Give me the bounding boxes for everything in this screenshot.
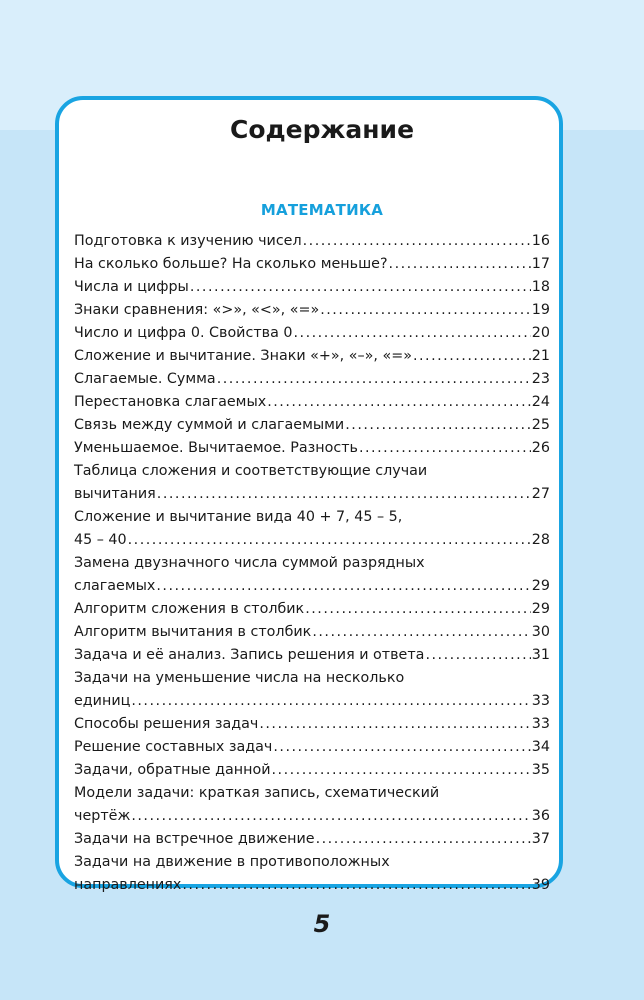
toc-entry-line <box>74 345 550 368</box>
toc-entry-line <box>74 253 550 276</box>
toc-entry-line <box>74 759 550 782</box>
page-title: Содержание <box>229 115 415 144</box>
toc-entry-line <box>74 874 550 897</box>
toc-entry-text: 45 – 40 <box>74 532 127 548</box>
toc-entry-text: Слагаемые. Сумма <box>74 371 216 387</box>
toc-entry-line <box>74 575 550 598</box>
toc-entry[interactable] <box>74 437 550 460</box>
toc-entry-line <box>74 506 550 529</box>
toc-entry[interactable] <box>74 230 550 253</box>
toc-entry-text: слагаемых <box>74 578 156 594</box>
toc-entry-page: 33 <box>531 716 550 732</box>
toc-entry-line <box>74 276 550 299</box>
toc-entry-line <box>74 621 550 644</box>
toc-entry-line <box>74 391 550 414</box>
toc-entry-page: 17 <box>531 256 550 272</box>
toc-entry-text: Перестановка слагаемых <box>74 394 267 410</box>
dot-leader <box>305 598 531 621</box>
toc-entry-line <box>74 805 550 828</box>
toc-entry-page: 37 <box>531 831 550 847</box>
toc-entry-page: 28 <box>531 532 550 548</box>
dot-leader <box>312 621 530 644</box>
toc-entry-text: Модели задачи: краткая запись, схематический <box>74 785 440 801</box>
toc-entry[interactable] <box>74 460 550 506</box>
toc-entry-text: Задача и её анализ. Запись решения и ответа <box>74 647 425 663</box>
toc-entry-line <box>74 230 550 253</box>
toc-entry-line <box>74 529 550 552</box>
toc-entry-page: 35 <box>531 762 550 778</box>
toc-entry-page: 25 <box>531 417 550 433</box>
toc-entry-page: 27 <box>531 486 550 502</box>
toc-entry[interactable] <box>74 253 550 276</box>
toc-entry-text: Сложение и вычитание вида 40 + 7, 45 – 5, <box>74 509 403 525</box>
toc-entry-text: единиц <box>74 693 131 709</box>
toc-entry-text: Подготовка к изучению чисел <box>74 233 302 249</box>
dot-leader <box>190 276 531 299</box>
dot-leader <box>131 805 530 828</box>
toc-entry-page: 31 <box>531 647 550 663</box>
toc-entry-text: Решение составных задач <box>74 739 273 755</box>
toc-entry-line <box>74 460 550 483</box>
toc-entry-line <box>74 322 550 345</box>
toc-entry-line <box>74 437 550 460</box>
toc-entry-line <box>74 598 550 621</box>
toc-entry-text: чертёж <box>74 808 131 824</box>
toc-entry-text: Таблица сложения и соответствующие случаи <box>74 463 428 479</box>
toc-entry-text: Число и цифра 0. Свойства 0 <box>74 325 293 341</box>
toc-entry-line <box>74 736 550 759</box>
toc-entry-line <box>74 851 550 874</box>
dot-leader <box>128 529 531 552</box>
toc-entry-text: Сложение и вычитание. Знаки «+», «–», «=» <box>74 348 412 364</box>
toc-entry[interactable] <box>74 506 550 552</box>
section-heading: МАТЕМАТИКА <box>260 201 384 219</box>
toc-entry[interactable] <box>74 598 550 621</box>
toc-entry[interactable] <box>74 322 550 345</box>
dot-leader <box>156 575 530 598</box>
dot-leader <box>182 874 530 897</box>
toc-entry[interactable] <box>74 782 550 828</box>
toc-entry-page: 29 <box>531 578 550 594</box>
toc-entry-page: 21 <box>531 348 550 364</box>
toc-entry-line <box>74 782 550 805</box>
toc-entry-text: направлениях <box>74 877 182 893</box>
toc-entry[interactable] <box>74 713 550 736</box>
dot-leader <box>273 736 530 759</box>
dot-leader <box>157 483 531 506</box>
toc-entry[interactable] <box>74 391 550 414</box>
toc-entry[interactable] <box>74 736 550 759</box>
toc-entry-line <box>74 713 550 736</box>
toc-entry-line <box>74 483 550 506</box>
dot-leader <box>413 345 531 368</box>
toc-entry[interactable] <box>74 644 550 667</box>
toc-entry-line <box>74 368 550 391</box>
toc-entry-text: Замена двузначного числа суммой разрядных <box>74 555 425 571</box>
table-of-contents <box>74 230 550 897</box>
page-number: 5 <box>313 910 331 938</box>
toc-entry[interactable] <box>74 276 550 299</box>
toc-entry-text: Задачи на уменьшение числа на несколько <box>74 670 405 686</box>
toc-entry[interactable] <box>74 299 550 322</box>
toc-entry[interactable] <box>74 759 550 782</box>
toc-entry-page: 34 <box>531 739 550 755</box>
toc-entry-line <box>74 828 550 851</box>
toc-entry-text: Задачи, обратные данной <box>74 762 271 778</box>
toc-entry-page: 24 <box>531 394 550 410</box>
toc-entry-text: Числа и цифры <box>74 279 189 295</box>
dot-leader <box>131 690 530 713</box>
toc-entry[interactable] <box>74 828 550 851</box>
toc-entry-page: 18 <box>531 279 550 295</box>
toc-entry-text: Уменьшаемое. Вычитаемое. Разность <box>74 440 358 456</box>
toc-entry[interactable] <box>74 345 550 368</box>
toc-entry-text: Алгоритм вычитания в столбик <box>74 624 312 640</box>
dot-leader <box>259 713 530 736</box>
toc-entry[interactable] <box>74 414 550 437</box>
dot-leader <box>389 253 531 276</box>
toc-entry-line <box>74 299 550 322</box>
toc-entry-page: 33 <box>531 693 550 709</box>
toc-entry-page: 30 <box>531 624 550 640</box>
toc-entry-text: Способы решения задач <box>74 716 259 732</box>
dot-leader <box>359 437 531 460</box>
toc-entry-text: Задачи на встречное движение <box>74 831 315 847</box>
toc-entry-text: Связь между суммой и слагаемыми <box>74 417 345 433</box>
dot-leader <box>217 368 531 391</box>
toc-entry-page: 29 <box>531 601 550 617</box>
toc-entry-page: 19 <box>531 302 550 318</box>
toc-entry[interactable] <box>74 621 550 644</box>
dot-leader <box>320 299 531 322</box>
toc-entry-page: 20 <box>531 325 550 341</box>
toc-entry-page: 16 <box>531 233 550 249</box>
toc-entry-page: 39 <box>531 877 550 893</box>
toc-entry[interactable] <box>74 552 550 598</box>
toc-entry-line <box>74 644 550 667</box>
toc-entry[interactable] <box>74 368 550 391</box>
dot-leader <box>267 391 531 414</box>
toc-entry-line <box>74 690 550 713</box>
toc-entry-page: 26 <box>531 440 550 456</box>
dot-leader <box>272 759 531 782</box>
dot-leader <box>316 828 531 851</box>
toc-entry-text: Знаки сравнения: «>», «<», «=» <box>74 302 320 318</box>
toc-entry-page: 23 <box>531 371 550 387</box>
toc-entry-line <box>74 552 550 575</box>
toc-entry-text: На сколько больше? На сколько меньше? <box>74 256 388 272</box>
toc-entry-line <box>74 414 550 437</box>
toc-entry-line <box>74 667 550 690</box>
dot-leader <box>425 644 530 667</box>
toc-entry-page: 36 <box>531 808 550 824</box>
toc-entry-text: Алгоритм сложения в столбик <box>74 601 305 617</box>
toc-entry-text: Задачи на движение в противоположных <box>74 854 390 870</box>
toc-entry[interactable] <box>74 851 550 897</box>
dot-leader <box>345 414 531 437</box>
dot-leader <box>294 322 531 345</box>
toc-entry[interactable] <box>74 667 550 713</box>
toc-entry-text: вычитания <box>74 486 156 502</box>
dot-leader <box>303 230 531 253</box>
